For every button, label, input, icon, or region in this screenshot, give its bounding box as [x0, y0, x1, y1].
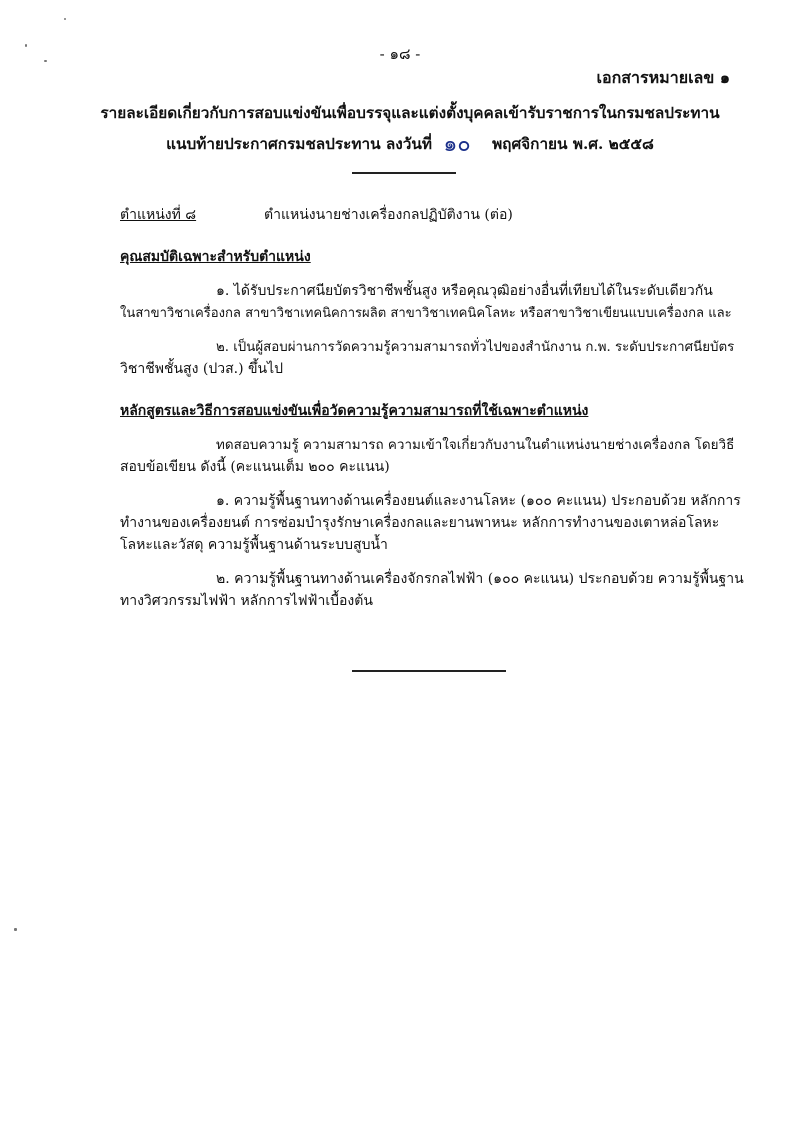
exam-item-1: ๑. ความรู้พื้นฐานทางด้านเครื่องยนต์และงานโลหะ (๑๐๐ คะแนน) ประกอบด้วย หลักการ	[216, 493, 741, 509]
exam-intro: ทดสอบความรู้ ความสามารถ ความเข้าใจเกี่ยวกับงานในตำแหน่งนายช่างเครื่องกล โดยวิธี	[216, 437, 735, 453]
position-label: ตำแหน่งที่ ๘	[120, 207, 197, 223]
exam-item-2: ๒. ความรู้พื้นฐานทางด้านเครื่องจักรกลไฟฟ้า (๑๐๐ คะแนน) ประกอบด้วย ความรู้พื้นฐาน	[216, 571, 744, 587]
document-title-line2	[60, 126, 760, 161]
scan-speck	[14, 928, 17, 931]
announcement-day: ๑๐	[443, 132, 471, 157]
qualification-item-2-cont: วิชาชีพชั้นสูง (ปวส.) ขึ้นไป	[120, 361, 284, 377]
exam-item-1-cont: ทำงานของเครื่องยนต์ การซ่อมบำรุงรักษาเครื่องกลและยานพาหนะ หลักการทำงานของเตาหล่อโลหะ	[120, 515, 720, 531]
qualification-item-2: ๒. เป็นผู้สอบผ่านการวัดความรู้ความสามารถทั่วไปของสำนักงาน ก.พ. ระดับประกาศนียบัตร	[216, 340, 735, 355]
document-number: เอกสารหมายเลข ๑	[596, 68, 730, 87]
title-prefix: แนบท้ายประกาศกรมชลประทาน ลงวันที่	[166, 135, 432, 153]
exam-heading: หลักสูตรและวิธีการสอบแข่งขันเพื่อวัดความรู้ความสามารถที่ใช้เฉพาะตำแหน่ง	[120, 403, 589, 419]
document-title-line1: รายละเอียดเกี่ยวกับการสอบแข่งขันเพื่อบรรจุและแต่งตั้งบุคคลเข้ารับราชการในกรมชลประทาน	[100, 104, 720, 122]
exam-item-2-cont: ทางวิศวกรรมไฟฟ้า หลักการไฟฟ้าเบื้องต้น	[120, 593, 373, 609]
title-suffix: พฤศจิกายน พ.ศ. ๒๕๕๘	[492, 135, 654, 153]
end-rule	[352, 670, 506, 672]
separator-rule	[352, 172, 456, 174]
page-number: - ๑๘ -	[379, 45, 421, 63]
position-name: ตำแหน่งนายช่างเครื่องกลปฏิบัติงาน (ต่อ)	[264, 207, 513, 223]
exam-intro-cont: สอบข้อเขียน ดังนี้ (คะแนนเต็ม ๒๐๐ คะแนน)	[120, 459, 390, 475]
qualification-item-1-cont: ในสาขาวิชาเครื่องกล สาขาวิชาเทคนิคการผลิต สาขาวิชาเทคนิคโลหะ หรือสาขาวิชาเขียนแบบเครื่องกล และ	[120, 306, 732, 321]
scan-speck	[64, 18, 66, 20]
exam-item-1-cont2: โลหะและวัสดุ ความรู้พื้นฐานด้านระบบสูบน้ำ	[120, 537, 388, 553]
qualifications-heading: คุณสมบัติเฉพาะสำหรับตำแหน่ง	[120, 249, 311, 265]
qualification-item-1: ๑. ได้รับประกาศนียบัตรวิชาชีพชั้นสูง หรือคุณวุฒิอย่างอื่นที่เทียบได้ในระดับเดียวกัน	[216, 283, 713, 299]
